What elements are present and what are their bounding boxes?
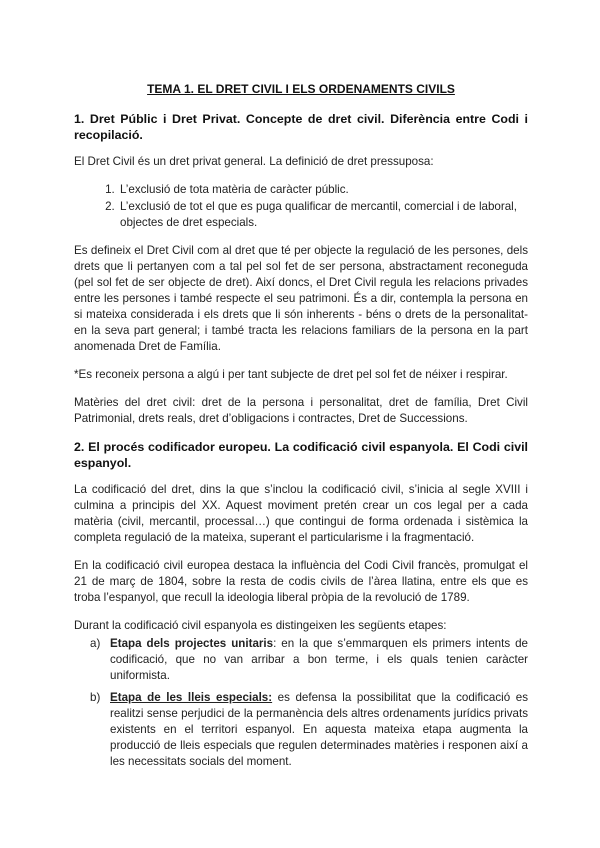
list-item: 1. L’exclusió de tota matèria de caràcter públic. [118,182,528,198]
european-codification-paragraph: En la codificació civil europea destaca la influència del Codi Civil francès, promulgat el 21 de març de 1804, sobre la resta de codis civils de l’àrea llatina, entre els que es troba l’espanyol, que recull la ideologia liberal pròpia de la revolució de 1789. [74,559,528,604]
stage-text: : en la que s’emmarquen els primers intents de codificació, que no van arribar a bon terme, i els quals tenien caràcter uniformista. [110,637,528,682]
person-note: *Es reconeix persona a algú i per tant subjecte de dret pel sol fet de néixer i respirar. [74,368,508,381]
section-1-intro: El Dret Civil és un dret privat general. La definició de dret pressuposa: [74,155,434,168]
list-item [90,636,528,684]
stage-label: Etapa de les lleis especials: [110,691,273,704]
exclusion-list [74,182,528,231]
stage-marker: b) [90,691,101,704]
stage-label: Etapa dels projectes unitaris [110,637,274,650]
codification-paragraph: La codificació del dret, dins la que s’inclou la codificació civil, s’inicia al segle XVIII i culmina a principis del XX. Aquest moviment pretén crear un cos legal per a cada matèria (civil, mercantil, processal…) que contingui de forma ordenada i sistèmica la completa regulació de la mateixa, superant el particularisme i la fragmentació. [74,483,528,544]
section-2-heading: 2. El procés codificador europeu. La codificació civil espanyola. El Codi civil espanyol. [74,440,528,470]
stage-marker: a) [90,637,101,650]
stages-list [74,636,528,770]
stages-intro: Durant la codificació civil espanyola es distingeixen les següents etapes: [74,619,447,632]
civil-law-definition-paragraph: Es defineix el Dret Civil com al dret que té per objecte la regulació de les persones, dels drets que li pertanyen com a tal pel sol fet de ser persona, abstractament reconeguda (pel sol fet de ser objecte de dret). Així doncs, el Dret Civil regula les relacions privades entre les persones i també respecte el seu patrimoni. És a dir, contempla la persona en si mateixa considerada i els drets que li són inherents - béns o drets de la personalitat- en la seva part general; i també tracta les relacions familiars de la persona en la part anomenada Dret de Família. [74,244,528,353]
list-item [90,690,528,770]
stage-text: es defensa la possibilitat que la codificació es realitzi sense perjudici de la permanència dels altres ordenaments jurídics privats existents en el territori espanyol. En aquesta mateixa etapa augmenta la producció de lleis especials que regulen determinades matèries i responen així a les necessitats socials del moment. [110,691,529,768]
section-1-heading: 1. Dret Públic i Dret Privat. Concepte de dret civil. Diferència entre Codi i recopilació. [74,112,528,142]
document-title: TEMA 1. EL DRET CIVIL I ELS ORDENAMENTS CIVILS [147,82,455,96]
list-item: 2. L’exclusió de tot el que es puga qualificar de mercantil, comercial i de laboral, objectes de dret especials. [118,199,528,231]
civil-law-subjects-paragraph: Matèries del dret civil: dret de la persona i personalitat, dret de família, Dret Civil Patrimonial, drets reals, dret d’obligacions i contractes, Dret de Successions. [74,396,528,425]
